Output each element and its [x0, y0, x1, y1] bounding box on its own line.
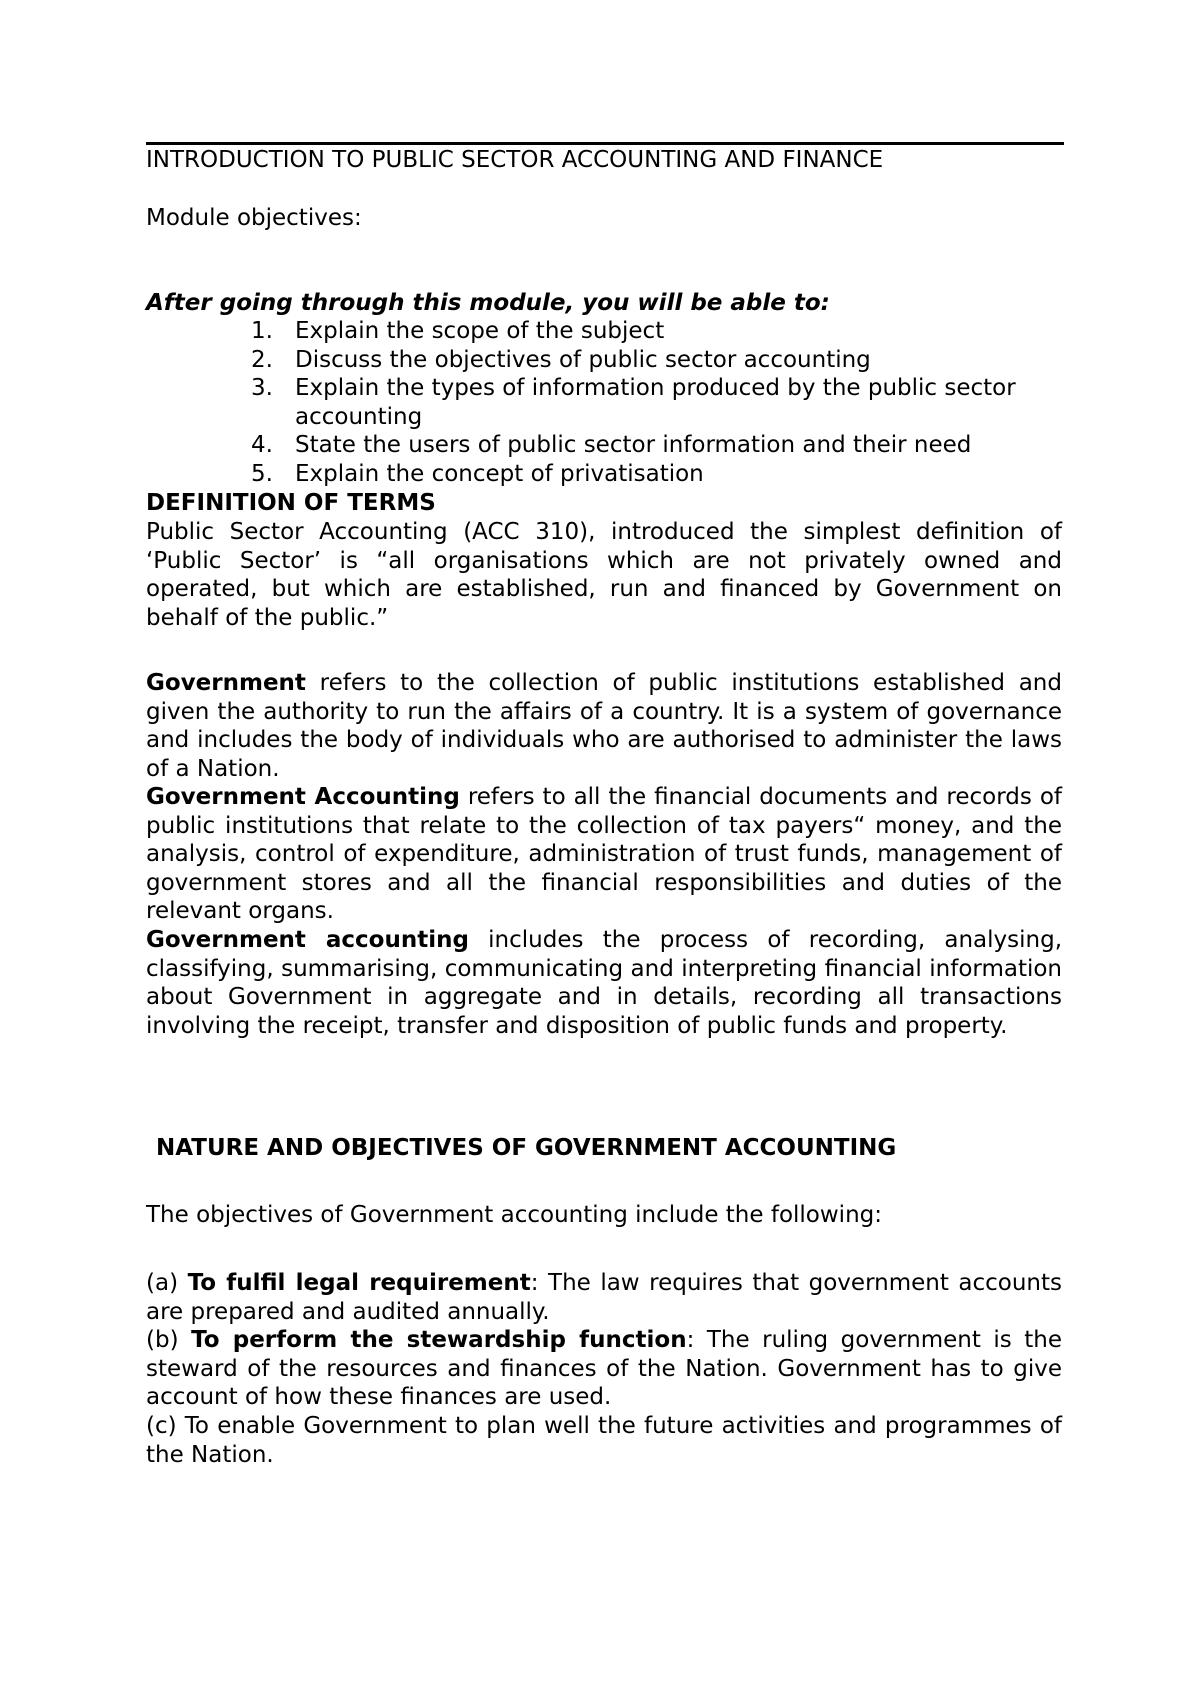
objective-a-text: : The law requires that government accounts are prepared and audited annually. — [146, 1270, 1062, 1325]
list-item — [146, 374, 1062, 431]
list-item — [146, 346, 1062, 375]
list-item — [146, 431, 1062, 460]
objective-a — [146, 1269, 1062, 1326]
list-item-text: State the users of public sector information and their need — [295, 432, 972, 458]
gov-accounting-definition — [146, 783, 1062, 926]
list-item-number: 2. — [251, 346, 273, 373]
definitions-heading: DEFINITION OF TERMS — [146, 490, 436, 516]
objective-b-term: To perform the stewardship function — [191, 1327, 687, 1353]
list-item-text: Explain the scope of the subject — [295, 318, 665, 344]
objective-b-prefix: (b) — [146, 1327, 192, 1353]
list-item — [146, 460, 1062, 489]
list-item-number: 3. — [251, 375, 273, 401]
gov-accounting-term-2: Government accounting — [146, 927, 469, 953]
list-item-text: Discuss the objectives of public sector accounting — [295, 346, 871, 373]
gov-accounting-term: Government Accounting — [146, 784, 460, 810]
public-sector-definition: Public Sector Accounting (ACC 310), introduced the simplest definition of ‘Public Sector’ is “all organisations which are not privately owned and operated, but which are established, run and financed by Government on behalf of the public.” — [146, 519, 1062, 631]
government-term: Government — [146, 670, 306, 696]
module-objectives-label: Module objectives: — [146, 205, 362, 231]
list-item-text: Explain the types of information produced by the public sector accounting — [295, 375, 1016, 430]
list-item-number: 1. — [251, 318, 273, 344]
document-title: INTRODUCTION TO PUBLIC SECTOR ACCOUNTING AND FINANCE — [146, 147, 884, 173]
list-item-number: 5. — [251, 460, 273, 487]
list-item-number: 4. — [251, 432, 273, 458]
government-definition — [146, 669, 1062, 783]
nature-objectives-heading: NATURE AND OBJECTIVES OF GOVERNMENT ACCOUNTING — [156, 1135, 897, 1161]
objective-c: (c) To enable Government to plan well the future activities and programmes of the Nation. — [146, 1413, 1062, 1468]
objective-b-text: : The ruling government is the steward of the resources and finances of the Nation. Government has to give account of how these finances are used. — [146, 1327, 1063, 1410]
objectives-list — [146, 317, 1062, 488]
gov-accounting-definition-2-text: includes the process of recording, analysing, classifying, summarising, communicating and interpreting financial information about Government in aggregate and in details, recording all transactions involving the receipt, transfer and disposition of public funds and property. — [146, 927, 1062, 1039]
list-item — [146, 317, 1062, 346]
objective-a-prefix: (a) — [146, 1270, 188, 1296]
top-rule — [146, 142, 1064, 145]
gov-accounting-definition-text: refers to all the financial documents and records of public institutions that relate to the collection of tax payers“ money, and the analysis, control of expenditure, administration of trust funds, management of government stores and all the financial responsibilities and duties of the relevant organs. — [146, 784, 1062, 924]
module-lead-sentence: After going through this module, you will be able to: — [146, 290, 830, 316]
objective-b — [146, 1326, 1062, 1412]
government-definition-text: refers to the collection of public institutions established and given the authority to run the affairs of a country. It is a system of governance and includes the body of individuals who are authorised to administer the laws of a Nation. — [146, 670, 1062, 782]
objective-a-term: To fulfil legal requirement — [187, 1270, 531, 1296]
objectives-intro: The objectives of Government accounting include the following: — [146, 1202, 882, 1228]
gov-accounting-definition-2 — [146, 926, 1062, 1040]
list-item-text: Explain the concept of privatisation — [295, 460, 704, 487]
